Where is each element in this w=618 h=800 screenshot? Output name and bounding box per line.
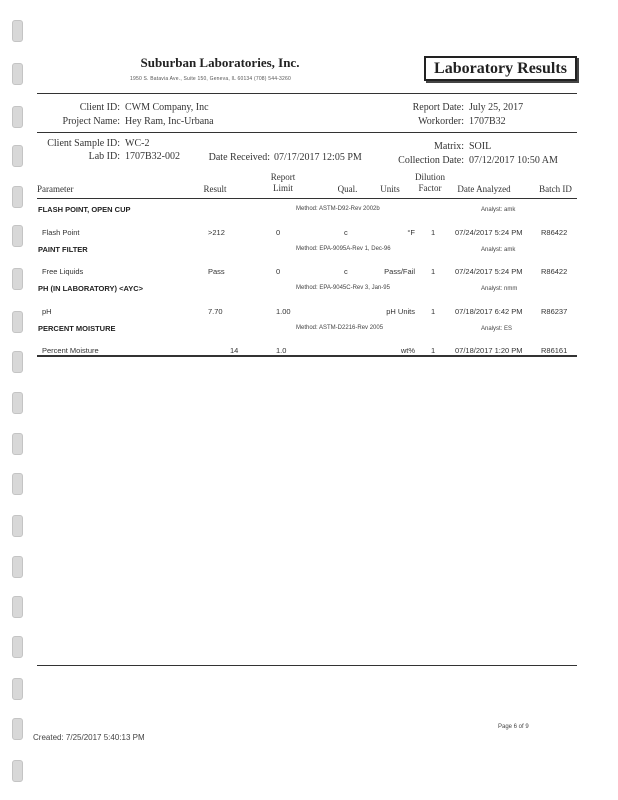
method-text: Method: EPA-9045C-Rev 3, Jan-95 (296, 285, 390, 291)
row-batch: R86161 (541, 346, 568, 355)
row-parameter: pH (42, 307, 52, 316)
col-result: Result (203, 184, 227, 194)
row-parameter: Free Liquids (42, 267, 84, 276)
section-name: PAINT FILTER (38, 245, 88, 254)
row-parameter: Percent Moisture (42, 346, 99, 355)
row-result: Pass (208, 267, 225, 276)
section-name: FLASH POINT, OPEN CUP (38, 205, 131, 214)
row-result: >212 (208, 228, 225, 237)
section-name: PH (IN LABORATORY) <AYC> (38, 284, 144, 293)
row-batch: R86422 (541, 267, 568, 276)
row-units: wt% (400, 346, 415, 355)
row-units: Pass/Fail (384, 267, 415, 276)
row-units: °F (407, 228, 415, 237)
binder-holes (12, 18, 24, 798)
date-received-label: Date Received: (208, 152, 270, 163)
column-rule (37, 198, 577, 199)
client-id-value: CWM Company, Inc (125, 102, 209, 113)
col-report-limit-2: Limit (273, 183, 293, 193)
analyst-text: Analyst: amk (481, 247, 516, 253)
analyst-text: Analyst: nmm (481, 286, 518, 292)
header-rule (37, 93, 577, 94)
workorder-value: 1707B32 (469, 116, 506, 127)
row-limit: 0 (276, 267, 281, 276)
row-limit: 1.00 (276, 307, 291, 316)
row-dilution: 1 (431, 228, 436, 237)
col-date-analyzed: Date Analyzed (457, 184, 511, 194)
analyst-text: Analyst: ES (481, 326, 513, 332)
row-date: 07/24/2017 5:24 PM (455, 267, 523, 276)
row-qual: c (344, 267, 348, 276)
row-result: 14 (230, 346, 239, 355)
lab-id-label: Lab ID: (88, 151, 120, 162)
method-text: Method: ASTM-D2216-Rev 2005 (296, 325, 384, 331)
lab-name: Suburban Laboratories, Inc. (140, 55, 300, 70)
client-sample-id-value: WC-2 (125, 138, 150, 149)
row-date: 07/18/2017 1:20 PM (455, 346, 523, 355)
row-qual: c (344, 228, 348, 237)
col-dilution-1: Dilution (414, 172, 445, 182)
client-sample-id-label: Client Sample ID: (47, 138, 120, 149)
footer-rule (37, 665, 577, 666)
col-batch-id: Batch ID (539, 184, 572, 194)
row-units: pH Units (386, 307, 415, 316)
row-parameter: Flash Point (42, 228, 80, 237)
row-date: 07/18/2017 6:42 PM (455, 307, 523, 316)
lab-address: 1950 S. Batavia Ave., Suite 150, Geneva, IL 60134 (708) 544-3260 (130, 76, 291, 82)
row-limit: 0 (276, 228, 281, 237)
row-result: 7.70 (208, 307, 223, 316)
project-name-label: Project Name: (62, 116, 120, 127)
matrix-value: SOIL (469, 141, 492, 152)
section-name: PERCENT MOISTURE (38, 324, 116, 333)
client-id-label: Client ID: (79, 102, 120, 113)
col-dilution-2: Factor (418, 183, 442, 193)
created-timestamp: Created: 7/25/2017 5:40:13 PM (33, 733, 145, 742)
report-date-label: Report Date: (412, 102, 464, 113)
col-units: Units (380, 184, 400, 194)
row-dilution: 1 (431, 267, 436, 276)
col-report-limit-1: Report (270, 172, 296, 182)
row-batch: R86237 (541, 307, 568, 316)
table-bottom-rule (37, 355, 577, 357)
workorder-label: Workorder: (418, 116, 464, 127)
page-number: Page 6 of 9 (498, 724, 529, 730)
report-date-value: July 25, 2017 (469, 102, 524, 113)
analyst-text: Analyst: amk (481, 207, 516, 213)
report-title: Laboratory Results (424, 56, 577, 81)
row-date: 07/24/2017 5:24 PM (455, 228, 523, 237)
collection-date-value: 07/12/2017 10:50 AM (469, 155, 558, 166)
matrix-label: Matrix: (434, 141, 464, 152)
project-name-value: Hey Ram, Inc-Urbana (125, 116, 214, 127)
date-received-value: 07/17/2017 12:05 PM (274, 152, 362, 163)
method-text: Method: EPA-9095A-Rev 1, Dec-96 (296, 246, 391, 252)
col-parameter: Parameter (37, 184, 74, 194)
collection-date-label: Collection Date: (398, 155, 464, 166)
lab-id-value: 1707B32-002 (125, 151, 180, 162)
info-rule (37, 132, 577, 133)
row-dilution: 1 (431, 307, 436, 316)
row-batch: R86422 (541, 228, 568, 237)
col-qual: Qual. (337, 184, 358, 194)
row-dilution: 1 (431, 346, 436, 355)
method-text: Method: ASTM-D92-Rev 2002b (296, 206, 380, 212)
row-limit: 1.0 (276, 346, 287, 355)
